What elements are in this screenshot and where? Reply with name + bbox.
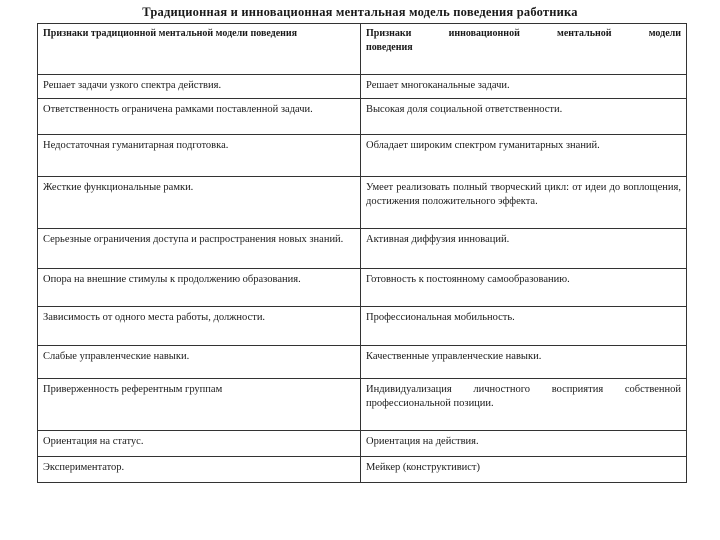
- innovative-cell: Качественные управленческие навыки.: [361, 346, 687, 379]
- header-innovative-line2: поведения: [366, 42, 413, 53]
- innovative-cell: Решает многоканальные задачи.: [361, 75, 687, 99]
- comparison-table: [37, 23, 687, 483]
- innovative-cell: Умеет реализовать полный творческий цикл: от идеи до воплощения, достижения положительного эффекта.: [361, 177, 687, 229]
- innovative-cell: Мейкер (конструктивист): [361, 457, 687, 483]
- innovative-cell: Обладает широким спектром гуманитарных знаний.: [361, 135, 687, 177]
- header-innovative: [361, 24, 687, 75]
- traditional-cell: Ответственность ограничена рамками поставленной задачи.: [38, 99, 361, 135]
- table-row: [38, 457, 687, 483]
- traditional-cell: Приверженность референтным группам: [38, 379, 361, 431]
- table-header-row: [38, 24, 687, 75]
- innovative-cell: Активная диффузия инноваций.: [361, 229, 687, 269]
- table-row: [38, 135, 687, 177]
- innovative-cell: Высокая доля социальной ответственности.: [361, 99, 687, 135]
- header-innovative-line1: Признаки инновационной ментальной модели: [366, 28, 681, 39]
- traditional-cell: Слабые управленческие навыки.: [38, 346, 361, 379]
- traditional-cell: Жесткие функциональные рамки.: [38, 177, 361, 229]
- table-row: [38, 75, 687, 99]
- header-traditional: Признаки традиционной ментальной модели поведения: [38, 24, 361, 75]
- traditional-cell: Зависимость от одного места работы, должности.: [38, 307, 361, 346]
- table-row: [38, 229, 687, 269]
- innovative-cell: Профессиональная мобильность.: [361, 307, 687, 346]
- traditional-cell: Опора на внешние стимулы к продолжению образования.: [38, 269, 361, 307]
- table-row: [38, 346, 687, 379]
- table-row: [38, 379, 687, 431]
- innovative-cell: Ориентация на действия.: [361, 431, 687, 457]
- traditional-cell: Экспериментатор.: [38, 457, 361, 483]
- traditional-cell: Серьезные ограничения доступа и распространения новых знаний.: [38, 229, 361, 269]
- table-row: [38, 431, 687, 457]
- innovative-cell: Индивидуализация личностного восприятия собственной профессиональной позиции.: [361, 379, 687, 431]
- document-title: Традиционная и инновационная ментальная модель поведения работника: [142, 5, 578, 19]
- table-row: [38, 307, 687, 346]
- table-row: [38, 177, 687, 229]
- innovative-cell: Готовность к постоянному самообразованию.: [361, 269, 687, 307]
- traditional-cell: Решает задачи узкого спектра действия.: [38, 75, 361, 99]
- table-row: [38, 99, 687, 135]
- table-row: [38, 269, 687, 307]
- traditional-cell: Ориентация на статус.: [38, 431, 361, 457]
- traditional-cell: Недостаточная гуманитарная подготовка.: [38, 135, 361, 177]
